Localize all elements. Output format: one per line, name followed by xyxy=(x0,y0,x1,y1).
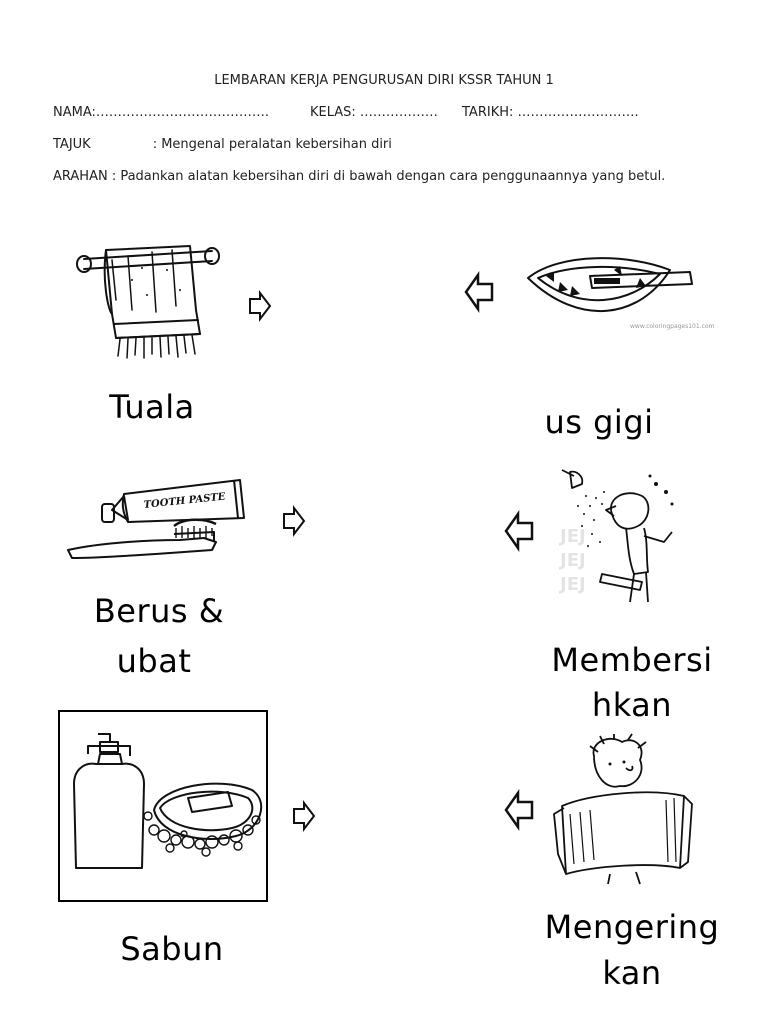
gosok-word-clip xyxy=(520,400,680,441)
membersihkan-word-line2: hkan xyxy=(591,686,673,724)
soap-frame xyxy=(58,710,268,902)
soap-pump-bar-image xyxy=(60,712,266,900)
berus-word-bottom-clip xyxy=(100,642,220,680)
worksheet-title: LEMBARAN KERJA PENGURUSAN DIRI KSSR TAHUN 1 xyxy=(214,73,554,88)
tuala-word: Tuala xyxy=(109,388,195,426)
right-arrow-icon xyxy=(248,291,272,321)
nama-field: NAMA:…………………………………. xyxy=(53,105,270,120)
membersihkan-word-line1: Membersi xyxy=(551,641,713,679)
kelas-field: KELAS: ……………… xyxy=(310,105,438,120)
arahan-line: ARAHAN : Padankan alatan kebersihan diri di bawah dengan cara penggunaannya yang betul. xyxy=(53,169,666,184)
left-arrow-icon xyxy=(504,791,534,829)
svg-text:www.coloringpages101.com: www.coloringpages101.com xyxy=(630,323,715,330)
towel-image xyxy=(72,240,224,362)
mengeringkan-word-line1: Mengering xyxy=(544,908,720,946)
gosok-word: us gigi xyxy=(544,403,654,441)
drying-towel-image xyxy=(550,734,696,886)
tarikh-field: TARIKH: ………………………. xyxy=(462,105,639,120)
left-arrow-icon xyxy=(504,512,534,550)
svg-text:TOOTH PASTE: TOOTH PASTE xyxy=(143,491,226,511)
right-arrow-icon xyxy=(292,801,316,831)
toothpaste-toothbrush-image xyxy=(64,472,254,572)
svg-text:JEJ: JEJ xyxy=(560,526,586,547)
tajuk-text: : Mengenal peralatan kebersihan diri xyxy=(152,137,392,152)
tajuk-label: TAJUK xyxy=(53,137,91,152)
berus-word-top-clip xyxy=(60,592,260,630)
berus-word-top: Berus & xyxy=(93,592,225,630)
left-arrow-icon xyxy=(464,273,494,311)
svg-text:JEJ: JEJ xyxy=(560,574,586,595)
tajuk-line xyxy=(53,137,392,152)
sabun-word: Sabun xyxy=(120,930,224,968)
berus-word-bottom: ubat xyxy=(116,642,192,680)
mengeringkan-word-line2: kan xyxy=(602,954,662,992)
right-arrow-icon xyxy=(282,506,306,536)
shower-image xyxy=(556,462,686,612)
svg-text:JEJ: JEJ xyxy=(560,550,586,571)
brushing-teeth-image xyxy=(520,242,715,334)
